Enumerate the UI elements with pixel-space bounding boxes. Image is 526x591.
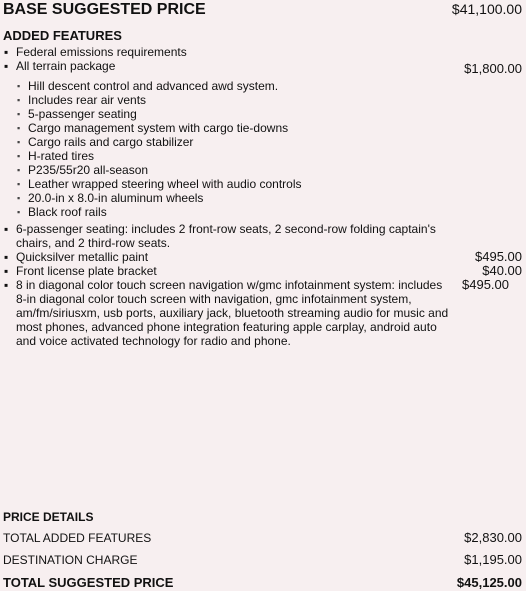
feature-text: All terrain package — [16, 59, 116, 73]
package-item — [16, 79, 522, 93]
base-price-row — [3, 1, 522, 19]
added-features-list — [3, 45, 522, 348]
feature-item — [3, 250, 522, 264]
bullet-icon: ▪ — [17, 179, 21, 189]
package-item-text: P235/55r20 all-season — [28, 163, 149, 177]
package-item-text: 20.0-in x 8.0-in aluminum wheels — [28, 191, 204, 205]
package-item — [16, 121, 522, 135]
feature-item — [3, 264, 522, 278]
feature-text: 6-passenger seating: includes 2 front-row seats, 2 second-row folding captain's chairs, and 2 third-row seats. — [16, 222, 436, 250]
feature-item — [3, 45, 522, 59]
price-details-title: PRICE DETAILS — [3, 510, 94, 524]
total-label: TOTAL SUGGESTED PRICE — [3, 575, 174, 590]
feature-item — [3, 278, 522, 348]
bullet-icon: ▪ — [17, 81, 21, 91]
feature-text: Front license plate bracket — [16, 264, 157, 278]
package-item — [16, 163, 522, 177]
package-item-text: Hill descent control and advanced awd system. — [28, 79, 279, 93]
bullet-icon: ▪ — [17, 151, 21, 161]
bullet-icon: ▪ — [17, 95, 21, 105]
feature-price: $1,800.00 — [464, 61, 522, 76]
total-row — [3, 575, 522, 590]
package-item-text: Black roof rails — [28, 205, 107, 219]
bullet-icon: ▪ — [17, 123, 21, 133]
bullet-icon: ▪ — [17, 193, 21, 203]
destination-value: $1,195.00 — [464, 552, 522, 567]
package-item-text: Includes rear air vents — [28, 93, 147, 107]
package-item — [16, 205, 522, 219]
bullet-icon: ▪ — [17, 207, 21, 217]
package-item-text: Cargo management system with cargo tie-downs — [28, 121, 289, 135]
package-item-text: H-rated tires — [28, 149, 95, 163]
base-price-label: BASE SUGGESTED PRICE — [3, 1, 206, 18]
bullet-icon: ▪ — [4, 45, 9, 59]
package-item — [16, 135, 522, 149]
package-item — [16, 177, 522, 191]
total-value: $45,125.00 — [456, 575, 522, 590]
total-added-label: TOTAL ADDED FEATURES — [3, 531, 152, 545]
bullet-icon: ▪ — [4, 278, 9, 292]
package-item-text: Leather wrapped steering wheel with audio controls — [28, 177, 302, 191]
feature-text: Quicksilver metallic paint — [16, 250, 149, 264]
bullet-icon: ▪ — [4, 264, 9, 278]
destination-row — [3, 552, 522, 567]
total-added-row — [3, 530, 522, 545]
package-item — [16, 107, 522, 121]
base-price-value: $41,100.00 — [451, 1, 522, 17]
bullet-icon: ▪ — [4, 250, 9, 264]
total-added-value: $2,830.00 — [464, 530, 522, 545]
feature-price: $40.00 — [482, 263, 522, 278]
feature-text: 8 in diagonal color touch screen navigation w/gmc infotainment system: includes 8-in diagonal color touch screen with navigation, gmc infotainment system, am/fm/siriusxm, usb ports, auxiliary jack, bluetooth streaming audio for music and most phones, advanced phone integration featuring apple carplay, android auto and voice activated technology for radio and phone. — [16, 278, 449, 348]
added-features-title: ADDED FEATURES — [3, 28, 122, 43]
bullet-icon: ▪ — [4, 222, 9, 236]
bullet-icon: ▪ — [4, 59, 9, 73]
bullet-icon: ▪ — [17, 137, 21, 147]
package-item-text: Cargo rails and cargo stabilizer — [28, 135, 194, 149]
package-item — [16, 93, 522, 107]
feature-item — [3, 59, 522, 76]
package-item — [16, 149, 522, 163]
feature-text: Federal emissions requirements — [16, 45, 187, 59]
package-sublist — [3, 79, 522, 219]
feature-item — [3, 222, 522, 250]
package-item-text: 5-passenger seating — [28, 107, 137, 121]
bullet-icon: ▪ — [17, 165, 21, 175]
feature-price: $495.00 — [462, 277, 509, 292]
destination-label: DESTINATION CHARGE — [3, 553, 138, 567]
package-item — [16, 191, 522, 205]
feature-price: $495.00 — [475, 249, 522, 264]
bullet-icon: ▪ — [17, 109, 21, 119]
